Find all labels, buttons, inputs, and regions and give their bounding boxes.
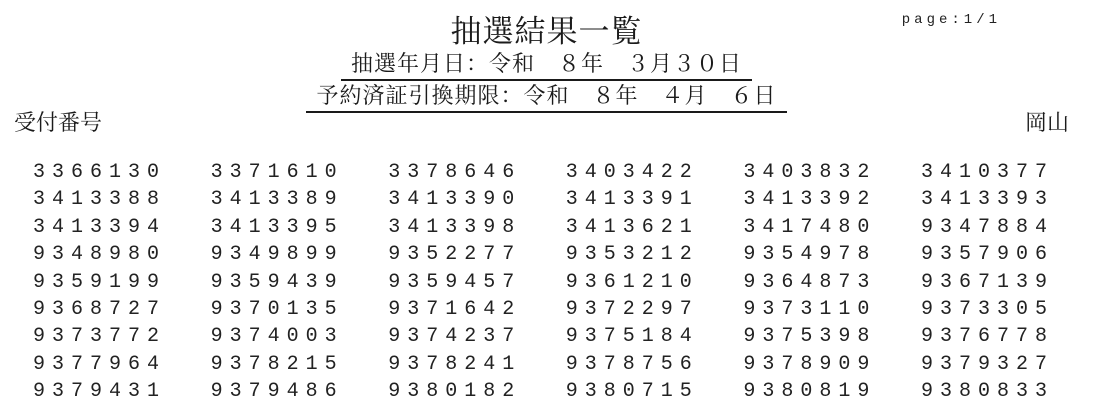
reception-number: 9374237 <box>388 325 522 349</box>
deadline-line: 予約済証引換期限：令和 ８年 ４月 ６日 <box>306 79 786 113</box>
reception-number: 9348980 <box>33 243 167 267</box>
reception-number: 3413388 <box>33 188 167 212</box>
reception-number: 9380819 <box>743 380 877 404</box>
results-row <box>33 323 1093 350</box>
reception-number: 9377964 <box>33 352 167 376</box>
reception-number: 9359439 <box>210 270 344 294</box>
reception-number: 9375398 <box>743 325 877 349</box>
results-row <box>33 241 1093 268</box>
reception-number: 9379327 <box>920 352 1054 376</box>
reception-number: 3413389 <box>210 188 344 212</box>
reception-number: 3413398 <box>388 215 522 239</box>
reception-number: 9359199 <box>33 270 167 294</box>
reception-number: 9352277 <box>388 243 522 267</box>
draw-date-line: 抽選年月日：令和 ８年 ３月３０日 <box>341 47 752 81</box>
reception-number: 9364873 <box>743 270 877 294</box>
reception-number: 3413393 <box>920 188 1054 212</box>
reception-number: 9378215 <box>210 352 344 376</box>
page-number-label: page:1/1 <box>901 12 1001 28</box>
results-row <box>33 296 1093 323</box>
column-labels-row <box>0 106 1093 137</box>
reception-number: 9353212 <box>565 243 699 267</box>
page-title: 抽選結果一覧 <box>450 14 643 49</box>
reception-number: 9380833 <box>920 380 1054 404</box>
results-row <box>33 269 1093 296</box>
reception-number: 9361210 <box>565 270 699 294</box>
results-row <box>33 186 1093 213</box>
reception-number: 3410377 <box>920 161 1054 184</box>
reception-number: 9380182 <box>388 380 522 404</box>
reception-number: 9373110 <box>743 297 877 321</box>
reception-number: 3403832 <box>743 161 877 184</box>
reception-number: 9347884 <box>920 215 1054 239</box>
reception-number: 9357906 <box>920 243 1054 267</box>
reception-number: 3413392 <box>743 188 877 212</box>
reception-number: 9370135 <box>210 297 344 321</box>
reception-number: 3403422 <box>565 161 699 184</box>
draw-date-line-wrap <box>0 47 1093 81</box>
results-row <box>33 159 1093 186</box>
reception-number: 9368727 <box>33 297 167 321</box>
office-label: 岡山 <box>1024 110 1069 135</box>
reception-number: 9375184 <box>565 325 699 349</box>
reception-number: 9379431 <box>33 380 167 404</box>
reception-number: 9378909 <box>743 352 877 376</box>
reception-number: 9359457 <box>388 270 522 294</box>
reception-number: 9374003 <box>210 325 344 349</box>
results-row <box>33 214 1093 241</box>
reception-number: 9379486 <box>210 380 344 404</box>
reception-number: 9373305 <box>920 297 1054 321</box>
reception-number: 9376778 <box>920 325 1054 349</box>
reception-number: 9378756 <box>565 352 699 376</box>
reception-number: 9373772 <box>33 325 167 349</box>
reception-number: 3413395 <box>210 215 344 239</box>
reception-number: 3371610 <box>210 161 344 184</box>
results-row <box>33 351 1093 378</box>
results-row <box>33 378 1093 405</box>
reception-number: 9380715 <box>565 380 699 404</box>
reception-number: 3413391 <box>565 188 699 212</box>
reception-number: 3413390 <box>388 188 522 212</box>
reception-number: 3413394 <box>33 215 167 239</box>
reception-number: 9354978 <box>743 243 877 267</box>
reception-number: 9371642 <box>388 297 522 321</box>
reception-number: 3378646 <box>388 161 522 184</box>
reception-number-heading: 受付番号 <box>14 110 103 135</box>
reception-number: 9367139 <box>920 270 1054 294</box>
reception-number: 9372297 <box>565 297 699 321</box>
reception-number: 3366130 <box>33 161 167 184</box>
reception-number: 9378241 <box>388 352 522 376</box>
reception-number: 3413621 <box>565 215 699 239</box>
reception-number: 9349899 <box>210 243 344 267</box>
results-grid <box>33 159 1093 406</box>
reception-number: 3417480 <box>743 215 877 239</box>
